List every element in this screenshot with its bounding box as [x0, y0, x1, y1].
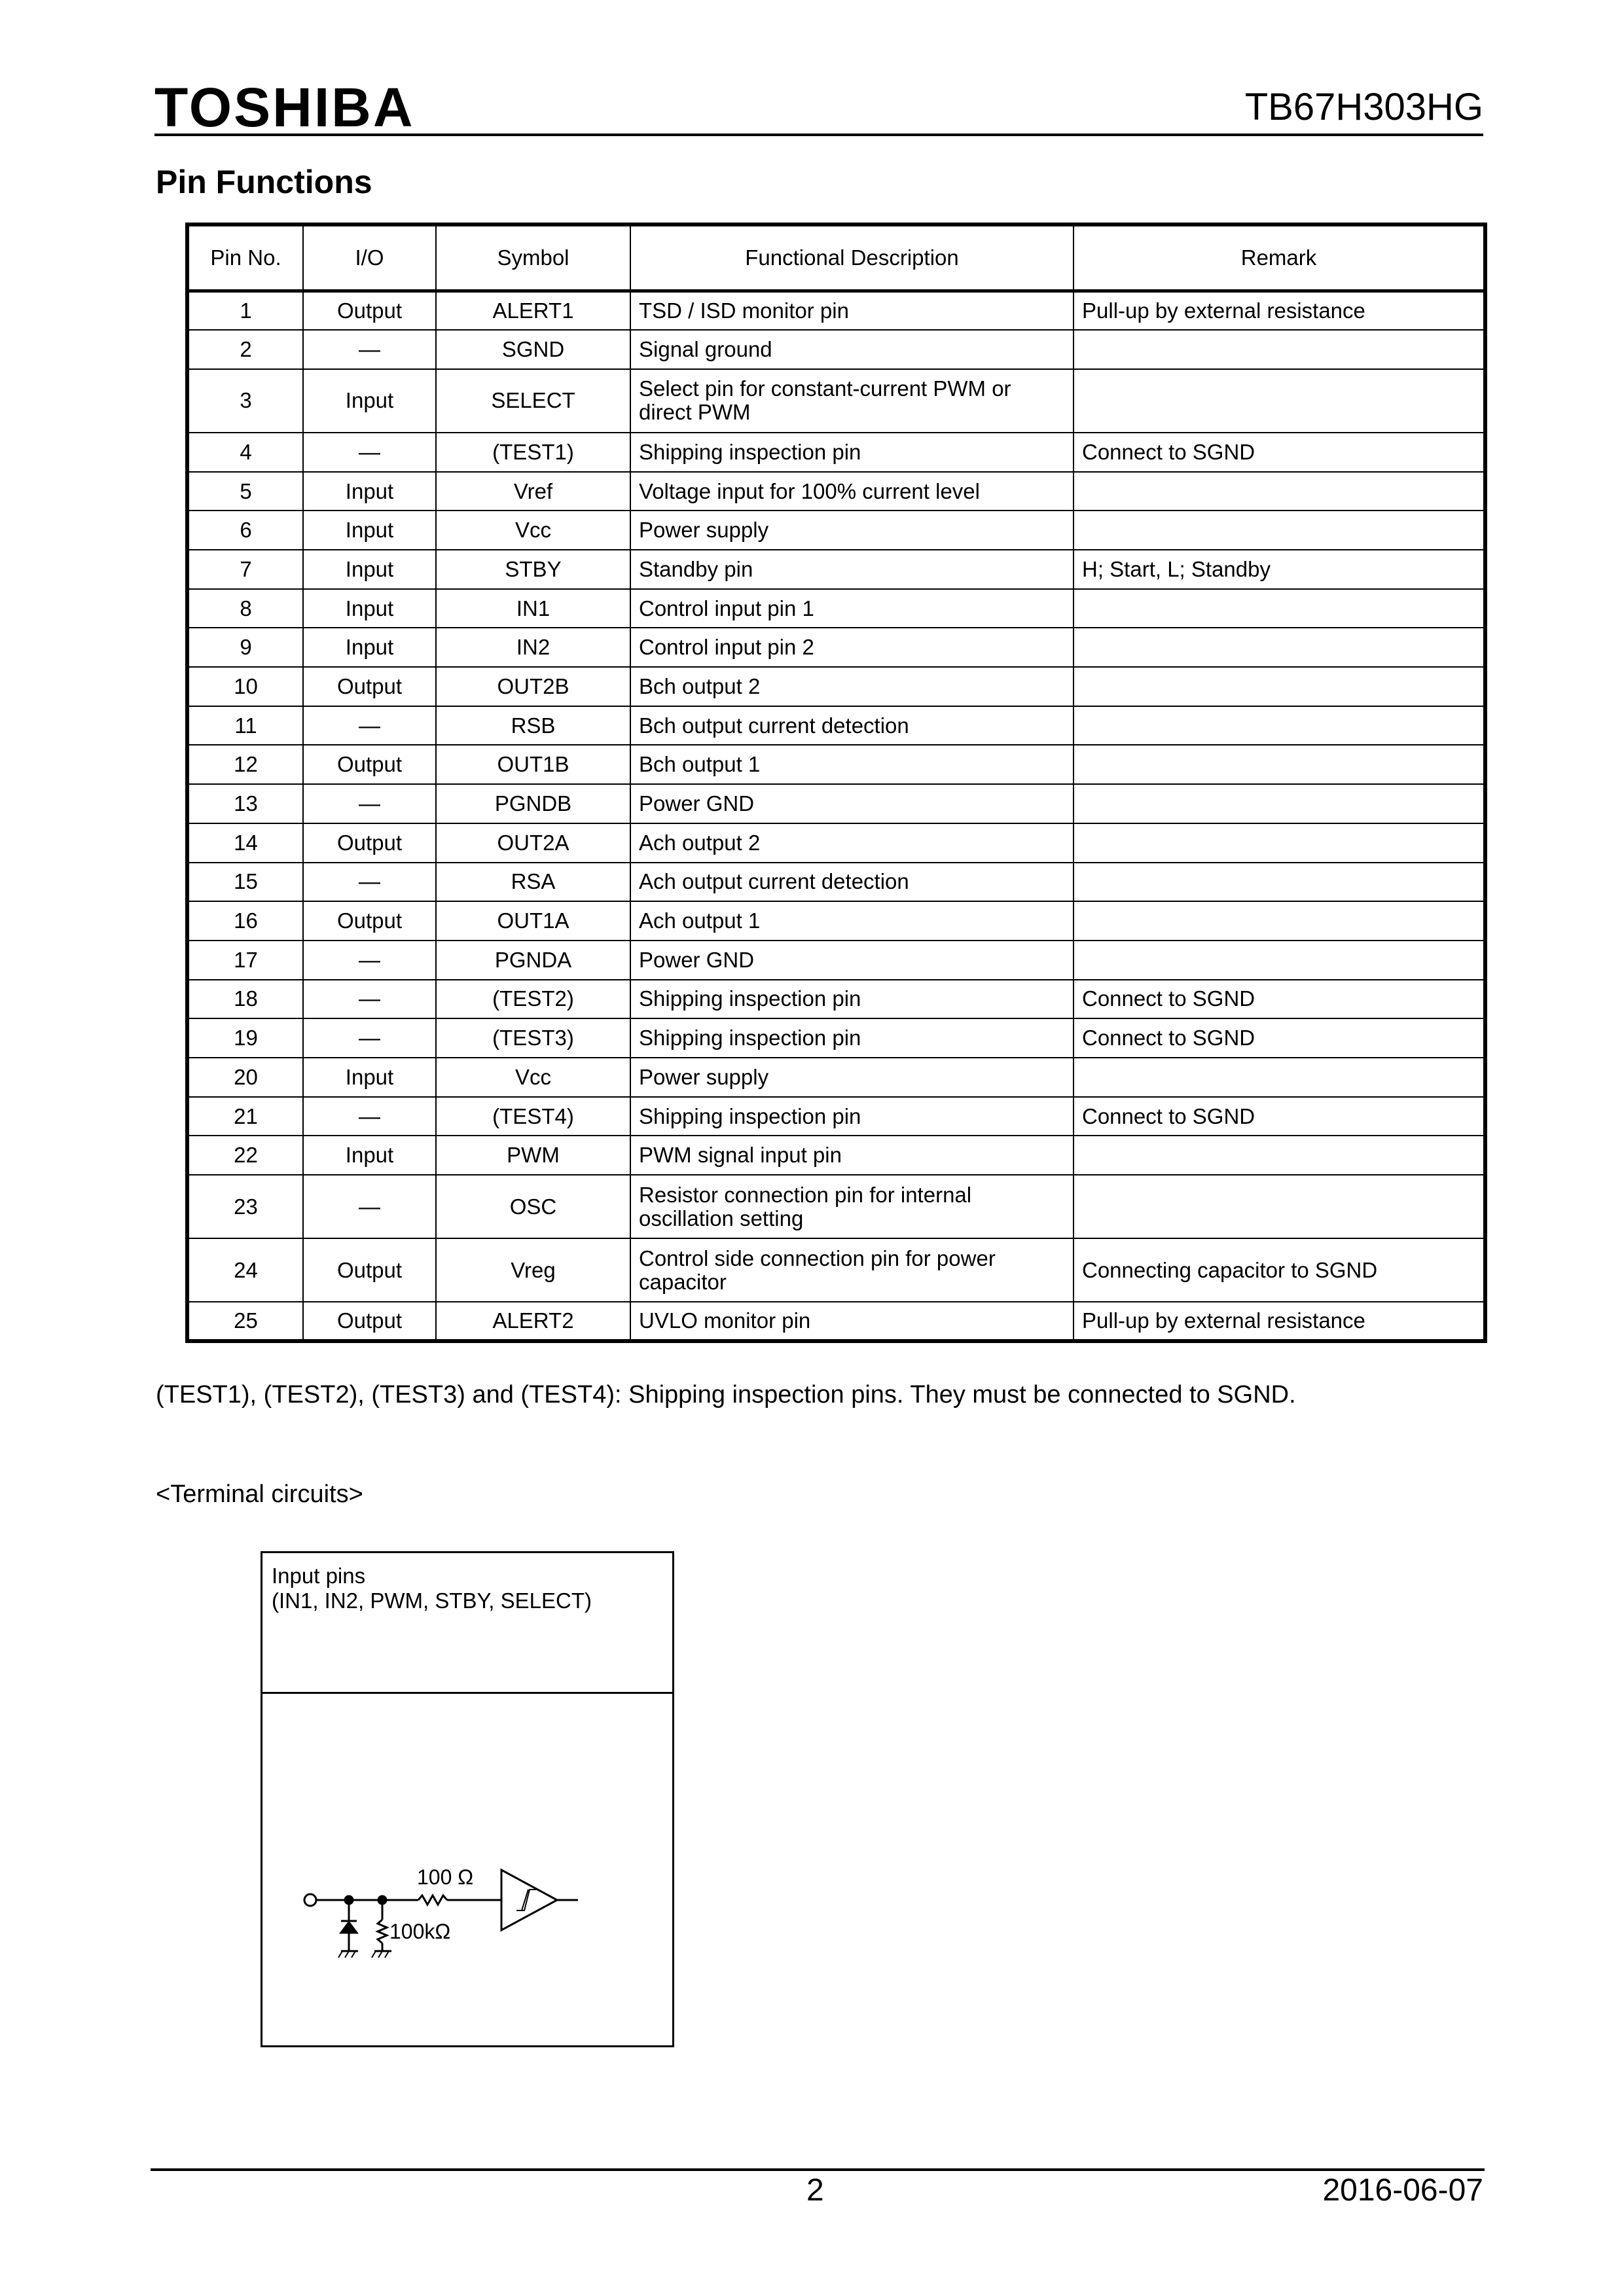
table-row — [187, 706, 1485, 745]
cell-description: PWM signal input pin — [630, 1136, 1074, 1175]
cell-remark: Connecting capacitor to SGND — [1074, 1238, 1485, 1302]
cell-description: Select pin for constant-current PWM or direct PWM — [630, 369, 1074, 433]
cell-remark — [1074, 823, 1485, 863]
cell-remark: Connect to SGND — [1074, 980, 1485, 1019]
cell-pin-no: 2 — [187, 330, 303, 369]
cell-pin-no: 10 — [187, 667, 303, 706]
test-pins-note: (TEST1), (TEST2), (TEST3) and (TEST4): Shipping inspection pins. They must be connected to SGND. — [156, 1381, 1296, 1408]
cell-symbol: (TEST3) — [436, 1018, 630, 1058]
cell-symbol: RSA — [436, 863, 630, 902]
cell-io: Input — [303, 472, 436, 511]
cell-remark — [1074, 628, 1485, 667]
cell-pin-no: 18 — [187, 980, 303, 1019]
table-row — [187, 1238, 1485, 1302]
table-row — [187, 941, 1485, 980]
cell-io: Input — [303, 511, 436, 550]
table-row — [187, 511, 1485, 550]
table-row — [187, 1136, 1485, 1175]
cell-io: Output — [303, 667, 436, 706]
table-row — [187, 901, 1485, 941]
cell-description: Power GND — [630, 784, 1074, 823]
cell-symbol: (TEST4) — [436, 1097, 630, 1136]
series-resistor-label: 100 Ω — [417, 1865, 474, 1889]
cell-pin-no: 7 — [187, 550, 303, 589]
cell-io: Output — [303, 745, 436, 784]
cell-io: — — [303, 941, 436, 980]
page-number: 2 — [806, 2173, 824, 2208]
cell-io: — — [303, 784, 436, 823]
cell-io: Input — [303, 369, 436, 433]
col-header-remark: Remark — [1074, 224, 1485, 291]
cell-description: Standby pin — [630, 550, 1074, 589]
cell-pin-no: 5 — [187, 472, 303, 511]
cell-symbol: (TEST2) — [436, 980, 630, 1019]
cell-io: Output — [303, 901, 436, 941]
schmitt-buffer — [501, 1870, 557, 1930]
cell-symbol: Vreg — [436, 1238, 630, 1302]
cell-symbol: ALERT1 — [436, 291, 630, 331]
cell-symbol: PWM — [436, 1136, 630, 1175]
cell-description: Bch output 1 — [630, 745, 1074, 784]
cell-remark: Connect to SGND — [1074, 1097, 1485, 1136]
cell-description: Control input pin 1 — [630, 589, 1074, 628]
cell-symbol: RSB — [436, 706, 630, 745]
cell-symbol: SELECT — [436, 369, 630, 433]
cell-remark — [1074, 330, 1485, 369]
cell-pin-no: 19 — [187, 1018, 303, 1058]
cell-description: Ach output current detection — [630, 863, 1074, 902]
cell-io: — — [303, 863, 436, 902]
cell-pin-no: 24 — [187, 1238, 303, 1302]
cell-io: — — [303, 980, 436, 1019]
cell-description: UVLO monitor pin — [630, 1302, 1074, 1341]
cell-pin-no: 14 — [187, 823, 303, 863]
cell-pin-no: 16 — [187, 901, 303, 941]
cell-pin-no: 23 — [187, 1175, 303, 1238]
cell-remark — [1074, 901, 1485, 941]
cell-remark — [1074, 1058, 1485, 1097]
cell-io: — — [303, 1175, 436, 1238]
cell-symbol: OUT1B — [436, 745, 630, 784]
cell-symbol: OUT1A — [436, 901, 630, 941]
cell-remark — [1074, 472, 1485, 511]
series-resistor — [418, 1895, 447, 1905]
cell-pin-no: 1 — [187, 291, 303, 331]
footer-rule — [151, 2168, 1485, 2171]
table-row — [187, 980, 1485, 1019]
cell-pin-no: 22 — [187, 1136, 303, 1175]
table-row — [187, 863, 1485, 902]
cell-description: Shipping inspection pin — [630, 1018, 1074, 1058]
table-row — [187, 667, 1485, 706]
cell-remark — [1074, 1136, 1485, 1175]
cell-pin-no: 4 — [187, 433, 303, 472]
table-row — [187, 784, 1485, 823]
cell-symbol: PGNDB — [436, 784, 630, 823]
cell-remark: Connect to SGND — [1074, 1018, 1485, 1058]
table-row — [187, 369, 1485, 433]
cell-symbol: OUT2A — [436, 823, 630, 863]
input-circuit-schematic — [262, 1553, 672, 2045]
pulldown-resistor — [378, 1920, 387, 1943]
cell-symbol: OUT2B — [436, 667, 630, 706]
cell-pin-no: 6 — [187, 511, 303, 550]
cell-pin-no: 11 — [187, 706, 303, 745]
cell-pin-no: 8 — [187, 589, 303, 628]
cell-pin-no: 15 — [187, 863, 303, 902]
cell-description: Bch output current detection — [630, 706, 1074, 745]
cell-io: Input — [303, 628, 436, 667]
cell-description: Power supply — [630, 511, 1074, 550]
cell-description: Signal ground — [630, 330, 1074, 369]
cell-io: Output — [303, 291, 436, 331]
cell-description: Voltage input for 100% current level — [630, 472, 1074, 511]
cell-remark — [1074, 784, 1485, 823]
diode-symbol — [341, 1922, 357, 1933]
cell-pin-no: 20 — [187, 1058, 303, 1097]
col-header-description: Functional Description — [630, 224, 1074, 291]
pulldown-resistor-label: 100kΩ — [389, 1920, 451, 1943]
col-header-pin-no: Pin No. — [187, 224, 303, 291]
cell-symbol: IN1 — [436, 589, 630, 628]
cell-description: Resistor connection pin for internal oscillation setting — [630, 1175, 1074, 1238]
cell-pin-no: 13 — [187, 784, 303, 823]
cell-pin-no: 12 — [187, 745, 303, 784]
cell-pin-no: 21 — [187, 1097, 303, 1136]
cell-remark: Connect to SGND — [1074, 433, 1485, 472]
table-row — [187, 550, 1485, 589]
table-row — [187, 628, 1485, 667]
cell-symbol: PGNDA — [436, 941, 630, 980]
table-row — [187, 589, 1485, 628]
cell-description: Shipping inspection pin — [630, 980, 1074, 1019]
cell-symbol: Vcc — [436, 1058, 630, 1097]
cell-remark — [1074, 589, 1485, 628]
circuit-label-line2: (IN1, IN2, PWM, STBY, SELECT) — [272, 1588, 592, 1613]
table-row — [187, 330, 1485, 369]
cell-remark: H; Start, L; Standby — [1074, 550, 1485, 589]
cell-remark — [1074, 706, 1485, 745]
input-pin-circuit-box — [261, 1551, 674, 2047]
cell-symbol: STBY — [436, 550, 630, 589]
cell-io: Input — [303, 589, 436, 628]
table-header-row — [187, 224, 1485, 291]
cell-description: Ach output 1 — [630, 901, 1074, 941]
cell-description: Control side connection pin for power capacitor — [630, 1238, 1074, 1302]
cell-symbol: SGND — [436, 330, 630, 369]
cell-description: TSD / ISD monitor pin — [630, 291, 1074, 331]
section-title: Pin Functions — [156, 164, 372, 200]
circuit-label-line1: Input pins — [272, 1564, 366, 1588]
cell-pin-no: 3 — [187, 369, 303, 433]
cell-description: Shipping inspection pin — [630, 1097, 1074, 1136]
cell-io: Input — [303, 550, 436, 589]
cell-remark — [1074, 369, 1485, 433]
table-row — [187, 1018, 1485, 1058]
cell-io: — — [303, 330, 436, 369]
cell-symbol: Vcc — [436, 511, 630, 550]
table-body — [187, 291, 1485, 1342]
cell-remark: Pull-up by external resistance — [1074, 291, 1485, 331]
toshiba-logo: TOSHIBA — [154, 77, 415, 138]
cell-symbol: OSC — [436, 1175, 630, 1238]
cell-description: Ach output 2 — [630, 823, 1074, 863]
cell-remark — [1074, 1175, 1485, 1238]
cell-io: Output — [303, 1302, 436, 1341]
cell-description: Power GND — [630, 941, 1074, 980]
cell-remark — [1074, 667, 1485, 706]
cell-io: — — [303, 706, 436, 745]
cell-symbol: ALERT2 — [436, 1302, 630, 1341]
cell-io: Input — [303, 1136, 436, 1175]
table-row — [187, 1097, 1485, 1136]
cell-description: Shipping inspection pin — [630, 433, 1074, 472]
table-row — [187, 291, 1485, 331]
table-row — [187, 745, 1485, 784]
cell-description: Control input pin 2 — [630, 628, 1074, 667]
cell-io: — — [303, 1018, 436, 1058]
pin-functions-table — [185, 223, 1487, 1343]
cell-pin-no: 25 — [187, 1302, 303, 1341]
cell-remark — [1074, 745, 1485, 784]
col-header-symbol: Symbol — [436, 224, 630, 291]
input-terminal — [304, 1894, 316, 1906]
cell-description: Power supply — [630, 1058, 1074, 1097]
cell-remark — [1074, 863, 1485, 902]
cell-pin-no: 9 — [187, 628, 303, 667]
cell-remark: Pull-up by external resistance — [1074, 1302, 1485, 1341]
cell-symbol: IN2 — [436, 628, 630, 667]
cell-symbol: (TEST1) — [436, 433, 630, 472]
part-number: TB67H303HG — [1244, 86, 1483, 128]
col-header-io: I/O — [303, 224, 436, 291]
cell-remark — [1074, 511, 1485, 550]
table-row — [187, 1058, 1485, 1097]
table-row — [187, 472, 1485, 511]
cell-io: Output — [303, 1238, 436, 1302]
document-date: 2016-06-07 — [1322, 2173, 1483, 2208]
cell-io: Output — [303, 823, 436, 863]
page-header — [154, 77, 1483, 136]
table-row — [187, 823, 1485, 863]
table-row — [187, 433, 1485, 472]
cell-io: — — [303, 1097, 436, 1136]
cell-io: — — [303, 433, 436, 472]
cell-pin-no: 17 — [187, 941, 303, 980]
cell-description: Bch output 2 — [630, 667, 1074, 706]
table-row — [187, 1302, 1485, 1341]
table-row — [187, 1175, 1485, 1238]
cell-io: Input — [303, 1058, 436, 1097]
cell-symbol: Vref — [436, 472, 630, 511]
terminal-circuits-heading: <Terminal circuits> — [156, 1480, 363, 1508]
cell-remark — [1074, 941, 1485, 980]
